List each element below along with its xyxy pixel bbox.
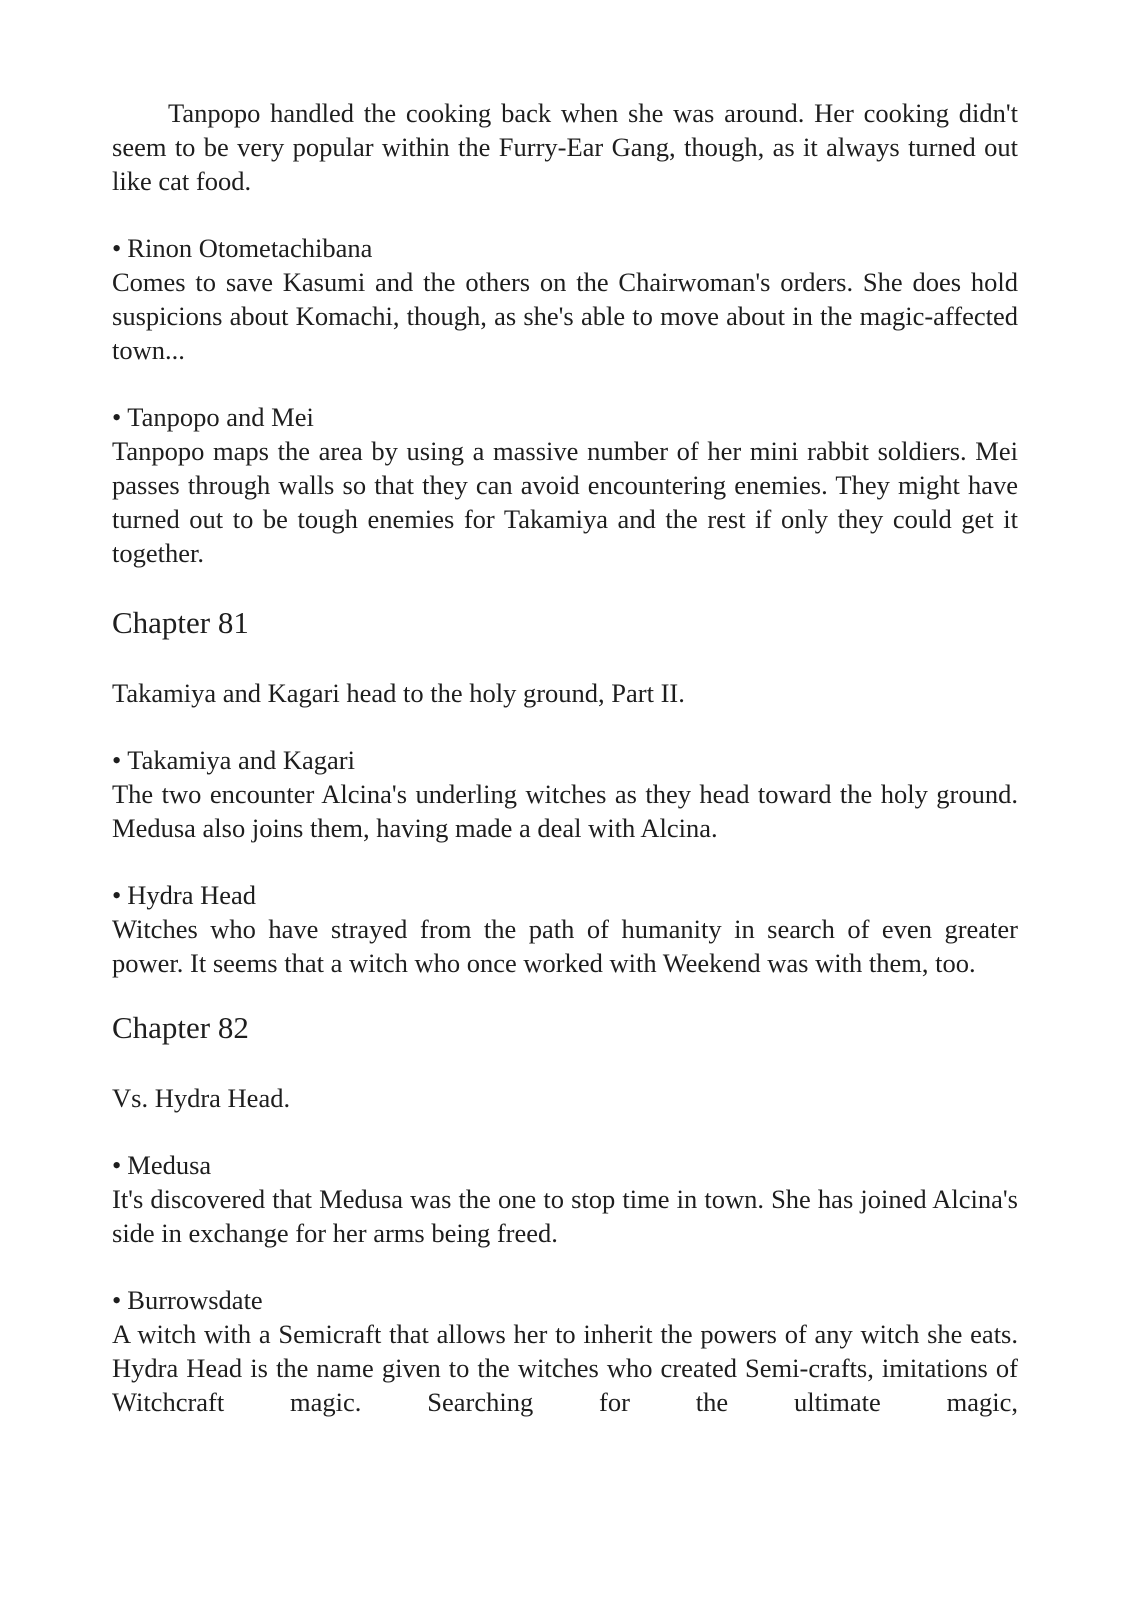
- character-entry: [112, 878, 1018, 980]
- chapter-82-title: Chapter 82: [112, 1010, 249, 1045]
- bullet-icon: •: [112, 745, 122, 775]
- chapter-81-title: Chapter 81: [112, 605, 249, 640]
- chapter-81-summary: Takamiya and Kagari head to the holy ground, Part II.: [112, 678, 685, 708]
- entry-text: Tanpopo maps the area by using a massive number of her mini rabbit soldiers. Mei passes through walls so that they can avoid encountering enemies. They might have turned out to be tough enemies for Takamiya and the rest if only they could get it together.: [112, 436, 1018, 568]
- character-entry: [112, 1283, 1018, 1419]
- character-entry: [112, 231, 1018, 367]
- entry-text: It's discovered that Medusa was the one to stop time in town. She has joined Alcina's side in exchange for her arms being freed.: [112, 1184, 1018, 1248]
- entry-heading: [112, 743, 1018, 777]
- entry-text: The two encounter Alcina's underling witches as they head toward the holy ground. Medusa also joins them, having made a deal with Alcina.: [112, 779, 1018, 843]
- entry-name: Medusa: [127, 1150, 212, 1180]
- entry-name: Burrowsdate: [127, 1285, 263, 1315]
- bullet-icon: •: [112, 1150, 122, 1180]
- entry-heading: [112, 231, 1018, 265]
- entry-text: Witches who have strayed from the path of humanity in search of even greater power. It seems that a witch who once worked with Weekend was with them, too.: [112, 914, 1018, 978]
- chapter-82-summary: Vs. Hydra Head.: [112, 1083, 291, 1113]
- entry-name: Hydra Head: [127, 880, 257, 910]
- entry-heading: [112, 1148, 1018, 1182]
- bullet-icon: •: [112, 1285, 122, 1315]
- character-entry: [112, 400, 1018, 570]
- entry-name: Rinon Otometachibana: [127, 233, 373, 263]
- bullet-icon: •: [112, 402, 122, 432]
- character-entry: [112, 1148, 1018, 1250]
- bullet-icon: •: [112, 233, 122, 263]
- entry-heading: [112, 878, 1018, 912]
- entry-text: A witch with a Semicraft that allows her to inherit the powers of any witch she eats. Hydra Head is the name given to the witches who created Semi-crafts, imitations of Witchcraft magic. Searching for the ultimate magic,: [112, 1319, 1018, 1417]
- entry-name: Takamiya and Kagari: [127, 745, 355, 775]
- entry-text: Comes to save Kasumi and the others on the Chairwoman's orders. She does hold suspicions about Komachi, though, as she's able to move about in the magic-affected town...: [112, 267, 1018, 365]
- text-column: [112, 96, 1018, 1419]
- entry-name: Tanpopo and Mei: [127, 402, 314, 432]
- bullet-icon: •: [112, 880, 122, 910]
- entry-heading: [112, 1283, 1018, 1317]
- character-entry: [112, 743, 1018, 845]
- intro-paragraph: Tanpopo handled the cooking back when she was around. Her cooking didn't seem to be very popular within the Furry-Ear Gang, though, as it always turned out like cat food.: [112, 98, 1018, 196]
- entry-heading: [112, 400, 1018, 434]
